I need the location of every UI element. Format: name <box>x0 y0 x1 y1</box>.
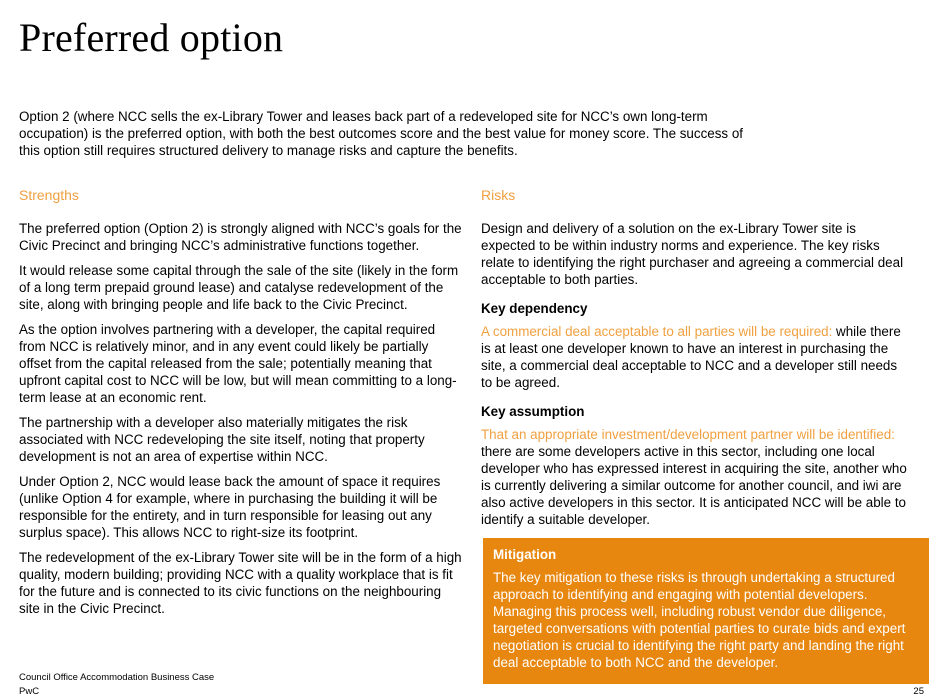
strengths-paragraph: It would release some capital through the sale of the site (likely in the form of a long term prepaid ground lease) and catalyse redevelopment of the site, along with bringing people and life back to the Civic Precinct. <box>19 263 459 312</box>
mitigation-heading: Mitigation <box>493 547 557 562</box>
strengths-paragraph: The partnership with a developer also materially mitigates the risk associated with NCC redeveloping the site itself, noting that property development is not an area of expertise within NCC. <box>19 415 425 464</box>
page-title: Preferred option <box>19 15 284 60</box>
footer-organisation: PwC <box>19 686 40 697</box>
intro-paragraph: Option 2 (where NCC sells the ex-Library Tower and leases back part of a redeveloped site for NCC’s own long-term occupation) is the preferred option, with both the best outcomes score and the best value for money score. The success of this option still requires structured delivery to manage risks and capture the benefits. <box>19 109 743 158</box>
strengths-heading: Strengths <box>19 187 79 203</box>
key-dependency-body: while there is at least one developer known to have an interest in purchasing the site, a commercial deal acceptable to NCC and a developer still needs to be agreed. <box>481 324 901 390</box>
key-assumption-heading: Key assumption <box>481 404 585 419</box>
risks-column <box>481 186 911 536</box>
mitigation-callout <box>483 538 929 684</box>
footer-document-title: Council Office Accommodation Business Case <box>19 672 215 683</box>
mitigation-text: The key mitigation to these risks is through undertaking a structured approach to identifying and engaging with potential developers. Managing this process well, including robust vendor due diligence, targeted conversations with potential parties to curate bids and expert negotiation is crucial to identifying the right party and landing the right deal acceptable to both NCC and the developer. <box>493 570 906 670</box>
strengths-paragraph: Under Option 2, NCC would lease back the amount of space it requires (unlike Option 4 for example, where in purchasing the building it will be responsible for the entirety, and in turn responsible for leasing out any surplus space). This allows NCC to right-size its footprint. <box>19 474 441 540</box>
strengths-column <box>19 186 464 625</box>
strengths-paragraph: The redevelopment of the ex-Library Tower site will be in the form of a high quality, modern building; providing NCC with a quality workplace that is fit for the future and is connected to its civic functions on the neighbouring site in the Civic Precinct. <box>19 550 462 616</box>
key-dependency-heading: Key dependency <box>481 301 588 316</box>
page-number: 25 <box>913 686 924 697</box>
key-dependency-highlight: A commercial deal acceptable to all parties will be required: <box>481 324 833 339</box>
key-dependency-text <box>481 323 911 391</box>
risks-intro: Design and delivery of a solution on the ex-Library Tower site is expected to be within industry norms and experience. The key risks relate to identifying the right purchaser and agreeing a commercial deal acceptable to both parties. <box>481 221 904 287</box>
key-assumption-text <box>481 426 911 528</box>
key-assumption-body: there are some developers active in this sector, including one local developer who has expressed interest in acquiring the site, another who is currently delivering a similar outcome for another council, and iwi are also active developers in this sector. It is anticipated NCC will be able to identify a suitable developer. <box>481 444 907 527</box>
strengths-paragraph: The preferred option (Option 2) is strongly aligned with NCC’s goals for the Civic Precinct and bringing NCC’s administrative functions together. <box>19 221 462 253</box>
strengths-paragraph: As the option involves partnering with a developer, the capital required from NCC is relatively minor, and in any event could likely be partially offset from the capital released from the sale; potentially meaning that upfront capital cost to NCC will be low, but will mean committing to a long-term lease at an economic rent. <box>19 322 457 405</box>
key-assumption-highlight: That an appropriate investment/development partner will be identified: <box>481 427 895 442</box>
risks-heading: Risks <box>481 187 516 203</box>
